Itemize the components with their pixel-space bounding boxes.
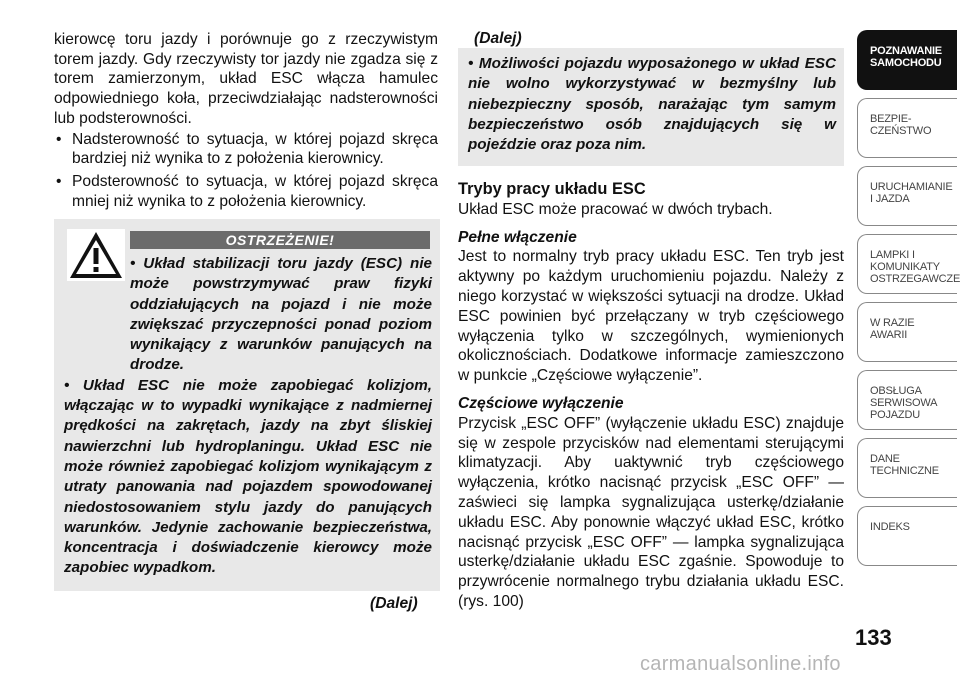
- tab-label: URUCHAMIANIE I JAZDA: [870, 181, 953, 205]
- warning-continuation-box: [458, 48, 844, 166]
- chapter-tabs: [857, 30, 960, 574]
- warning-title: OSTRZEŻENIE!: [130, 231, 430, 249]
- intro-paragraph: kierowcę toru jazdy i porównuje go z rzeczywistym torem jazdy. Gdy rzeczywisty tor jazdy nie zgadza się z torem zamierzonym, układ ESC włącza hamulec odpowiedniego koła, przeciwdziałając nadsterowności lub podsterowności.: [54, 31, 438, 127]
- tab-dane-techniczne[interactable]: [857, 438, 957, 498]
- tab-obsluga-serwisowa[interactable]: [857, 370, 957, 430]
- right-column-text: [458, 180, 844, 612]
- tab-label: INDEKS: [870, 521, 910, 533]
- section-paragraph: Przycisk „ESC OFF” (wyłączenie układu ESC) znajduje się w zespole przycisków nad elementami sterującymi klimatyzacji. Aby uaktywnić tryb częściowego wyłączenia, krótko nacisnąć przycisk „ESC OFF” — zaświeci się lampka sygnalizująca usterkę/działanie układu ESC. Aby ponownie włączyć układ ESC, krótko nacisnąć przycisk „ESC OFF” — lampka sygnalizująca usterkę/działanie układu ESC zgaśnie. Spowoduje to przywrócenie normalnego trybu działania układu ESC. (rys. 100): [458, 414, 844, 610]
- warning-paragraph: • Układ ESC nie może zapobiegać kolizjom, włączając w to wypadki wynikające z nadmiernej prędkości na zakrętach, jazdy na zbyt śliskiej nawierzchni lub hydroplaningu. Układ ESC nie może również zapobiegać kolizjom wynikającym z utraty panowania nad pojazdem spowodowanej niedostosowaniem stylu jazdy do panujących warunków. Jedynie zachowanie bezpieczeństwa, koncentracja i doświadczenie kierowcy może zapobiec wypadkom.: [64, 376, 432, 577]
- tab-label: W RAZIE AWARII: [870, 317, 915, 341]
- subheading: Pełne włączenie: [458, 228, 577, 246]
- left-column: [54, 30, 438, 214]
- warning-text: [64, 254, 432, 579]
- watermark: carmanualsonline.info: [640, 653, 841, 675]
- tab-label: OBSŁUGA SERWISOWA POJAZDU: [870, 385, 938, 421]
- tab-poznawanie-samochodu[interactable]: [857, 30, 957, 90]
- tab-label: DANE TECHNICZNE: [870, 453, 939, 477]
- continued-label: (Dalej): [370, 595, 418, 612]
- page-number: 133: [855, 625, 892, 650]
- warning-paragraph: [468, 54, 836, 155]
- tab-indeks[interactable]: [857, 506, 957, 566]
- tab-uruchamianie-i-jazda[interactable]: [857, 166, 957, 226]
- warning-paragraph: • Układ stabilizacji toru jazdy (ESC) nie może powstrzymywać praw fizyki oddziałujących na pojazd i nie może zwiększać przyczepności ponad poziom wynikający z warunków panujących na drodze.: [130, 255, 432, 374]
- section-paragraph: Układ ESC może pracować w dwóch trybach.: [458, 200, 773, 218]
- tab-lampki-i-komunikaty[interactable]: [857, 234, 960, 294]
- warning-text: • Możliwości pojazdu wyposażonego w układ ESC nie wolno wykorzystywać w bezmyślny lub niebezpieczny sposób, narażając tym samym bezpieczeństwo osób znajdujących się w pojeździe oraz poza nim.: [468, 55, 836, 154]
- subheading: Częściowe wyłączenie: [458, 394, 624, 412]
- list-item: • Nadsterowność to sytuacja, w której pojazd skręca bardziej niż wynika to z położenia kierownicy.: [54, 130, 438, 169]
- section-paragraph: Jest to normalny tryb pracy układu ESC. Ten tryb jest aktywny po każdym uruchomieniu pojazdu. Należy z niego korzystać w większości sytuacji na drodze. Układ ESC powinien być przełączany w tryb częściowego wyłączenia tylko w szczególnych, wymienionych okolicznościach. Dodatkowe informacje zamieszczono w punkcie „Częściowe wyłączenie”.: [458, 248, 844, 385]
- tab-bezpieczenstwo[interactable]: [857, 98, 957, 158]
- tab-label: POZNAWANIE SAMOCHODU: [870, 45, 942, 69]
- tab-w-razie-awarii[interactable]: [857, 302, 957, 362]
- list-item: • Podsterowność to sytuacja, w której pojazd skręca mniej niż wynika to z położenia kierownicy.: [54, 172, 438, 211]
- tab-label: LAMPKI I KOMUNIKATY OSTRZEGAWCZE: [870, 249, 960, 285]
- section-heading: Tryby pracy układu ESC: [458, 180, 646, 198]
- warning-box: [54, 219, 440, 591]
- definition-list: [54, 130, 438, 212]
- continued-label: (Dalej): [474, 30, 522, 47]
- tab-label: BEZPIE- CZEŃSTWO: [870, 113, 932, 137]
